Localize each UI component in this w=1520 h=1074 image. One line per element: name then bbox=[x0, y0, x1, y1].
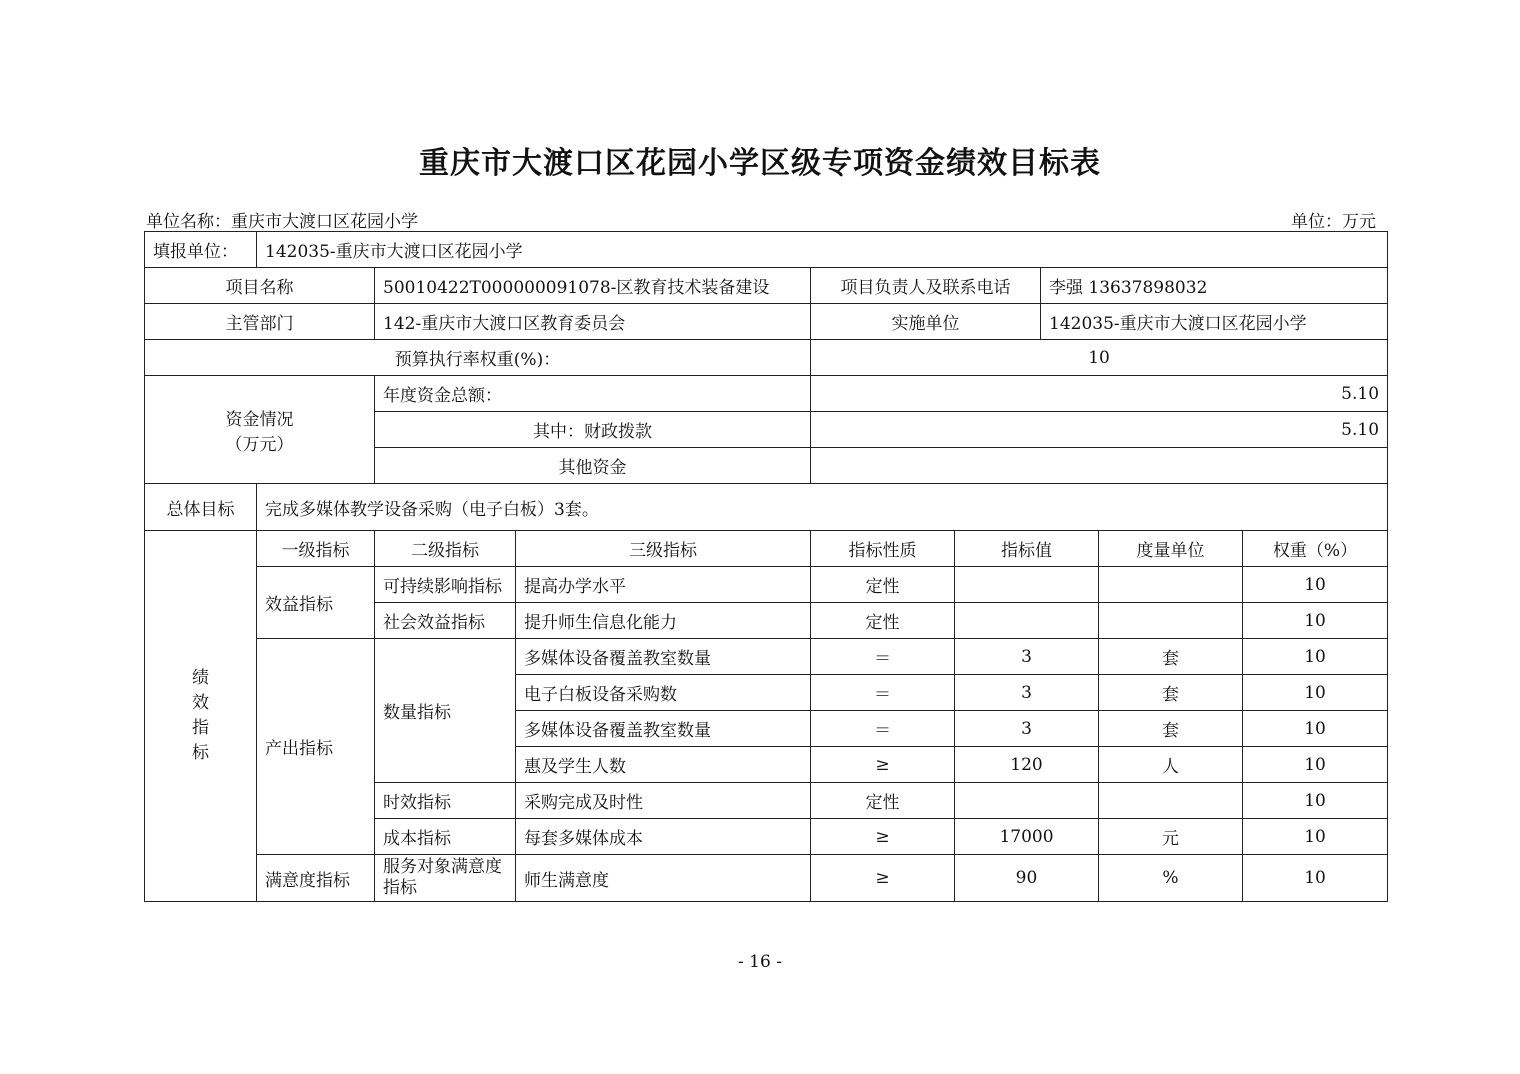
level3-cell: 采购完成及时性 bbox=[516, 783, 811, 819]
currency-unit: 单位：万元 bbox=[1291, 212, 1376, 232]
level1-cell: 产出指标 bbox=[257, 639, 375, 855]
table-row bbox=[145, 855, 1388, 902]
header-unit: 度量单位 bbox=[1099, 531, 1243, 567]
nature-cell: ＝ bbox=[811, 639, 955, 675]
nature-cell: 定性 bbox=[811, 783, 955, 819]
unit-cell: 套 bbox=[1099, 639, 1243, 675]
table-row bbox=[145, 567, 1388, 603]
funds-title: 资金情况 bbox=[225, 409, 294, 430]
value-cell: 120 bbox=[955, 747, 1099, 783]
funds-label bbox=[145, 376, 375, 484]
header-level3: 三级指标 bbox=[516, 531, 811, 567]
weight-cell: 10 bbox=[1243, 639, 1388, 675]
unit-cell bbox=[1099, 603, 1243, 639]
fiscal-label: 其中：财政拨款 bbox=[375, 412, 811, 448]
value-cell: 3 bbox=[955, 675, 1099, 711]
nature-cell: ≥ bbox=[811, 747, 955, 783]
weight-cell: 10 bbox=[1243, 675, 1388, 711]
annual-total-label: 年度资金总额： bbox=[375, 376, 811, 412]
fill-unit-label: 填报单位： bbox=[145, 232, 257, 268]
level1-cell: 满意度指标 bbox=[257, 855, 375, 902]
contact-label: 项目负责人及联系电话 bbox=[811, 268, 1041, 304]
contact-value: 李强 13637898032 bbox=[1041, 268, 1388, 304]
impl-value: 142035-重庆市大渡口区花园小学 bbox=[1041, 304, 1388, 340]
nature-cell: 定性 bbox=[811, 567, 955, 603]
unit-name: 单位名称：重庆市大渡口区花园小学 bbox=[146, 212, 418, 232]
unit-cell bbox=[1099, 783, 1243, 819]
header-nature: 指标性质 bbox=[811, 531, 955, 567]
nature-cell: ≥ bbox=[811, 855, 955, 902]
level2-cell: 社会效益指标 bbox=[375, 603, 516, 639]
level3-cell: 电子白板设备采购数 bbox=[516, 675, 811, 711]
unit-cell: 元 bbox=[1099, 819, 1243, 855]
weight-cell: 10 bbox=[1243, 783, 1388, 819]
unit-cell: 套 bbox=[1099, 711, 1243, 747]
nature-cell: ＝ bbox=[811, 675, 955, 711]
value-cell: 90 bbox=[955, 855, 1099, 902]
nature-cell: ≥ bbox=[811, 819, 955, 855]
value-cell: 3 bbox=[955, 711, 1099, 747]
nature-cell: ＝ bbox=[811, 711, 955, 747]
level2-cell: 成本指标 bbox=[375, 819, 516, 855]
header-level2: 二级指标 bbox=[375, 531, 516, 567]
unit-cell bbox=[1099, 567, 1243, 603]
weight-cell: 10 bbox=[1243, 855, 1388, 902]
indicators-section-label: 绩效指标 bbox=[145, 531, 257, 902]
funds-unit: （万元） bbox=[225, 434, 294, 455]
level2-cell: 可持续影响指标 bbox=[375, 567, 516, 603]
level3-cell: 惠及学生人数 bbox=[516, 747, 811, 783]
project-name-label: 项目名称 bbox=[145, 268, 375, 304]
page-number: - 16 - bbox=[738, 952, 782, 972]
level3-cell: 提高办学水平 bbox=[516, 567, 811, 603]
dept-label: 主管部门 bbox=[145, 304, 375, 340]
level2-cell: 服务对象满意度指标 bbox=[375, 855, 516, 902]
unit-cell: 套 bbox=[1099, 675, 1243, 711]
weight-cell: 10 bbox=[1243, 819, 1388, 855]
value-cell: 3 bbox=[955, 639, 1099, 675]
table-row bbox=[145, 639, 1388, 675]
header-value: 指标值 bbox=[955, 531, 1099, 567]
value-cell: 17000 bbox=[955, 819, 1099, 855]
value-cell bbox=[955, 603, 1099, 639]
level2-cell: 数量指标 bbox=[375, 639, 516, 783]
budget-weight-label: 预算执行率权重(%)： bbox=[145, 340, 811, 376]
weight-cell: 10 bbox=[1243, 711, 1388, 747]
weight-cell: 10 bbox=[1243, 603, 1388, 639]
weight-cell: 10 bbox=[1243, 747, 1388, 783]
level3-cell: 师生满意度 bbox=[516, 855, 811, 902]
value-cell bbox=[955, 783, 1099, 819]
level3-cell: 提升师生信息化能力 bbox=[516, 603, 811, 639]
level3-cell: 每套多媒体成本 bbox=[516, 819, 811, 855]
level3-cell: 多媒体设备覆盖教室数量 bbox=[516, 711, 811, 747]
project-name-value: 50010422T000000091078-区教育技术装备建设 bbox=[375, 268, 811, 304]
level3-cell: 多媒体设备覆盖教室数量 bbox=[516, 639, 811, 675]
dept-value: 142-重庆市大渡口区教育委员会 bbox=[375, 304, 811, 340]
unit-cell: 人 bbox=[1099, 747, 1243, 783]
weight-cell: 10 bbox=[1243, 567, 1388, 603]
nature-cell: 定性 bbox=[811, 603, 955, 639]
header-weight: 权重（%） bbox=[1243, 531, 1388, 567]
fiscal-value: 5.10 bbox=[811, 412, 1388, 448]
page-title: 重庆市大渡口区花园小学区级专项资金绩效目标表 bbox=[419, 146, 1101, 181]
other-funds-value bbox=[811, 448, 1388, 484]
level2-cell: 时效指标 bbox=[375, 783, 516, 819]
goal-label: 总体目标 bbox=[145, 484, 257, 531]
unit-cell: % bbox=[1099, 855, 1243, 902]
value-cell bbox=[955, 567, 1099, 603]
performance-table bbox=[144, 231, 1388, 902]
other-funds-label: 其他资金 bbox=[375, 448, 811, 484]
fill-unit-value: 142035-重庆市大渡口区花园小学 bbox=[257, 232, 1388, 268]
budget-weight-value: 10 bbox=[811, 340, 1388, 376]
level1-cell: 效益指标 bbox=[257, 567, 375, 639]
impl-label: 实施单位 bbox=[811, 304, 1041, 340]
goal-value: 完成多媒体教学设备采购（电子白板）3套。 bbox=[257, 484, 1388, 531]
annual-total-value: 5.10 bbox=[811, 376, 1388, 412]
header-level1: 一级指标 bbox=[257, 531, 375, 567]
